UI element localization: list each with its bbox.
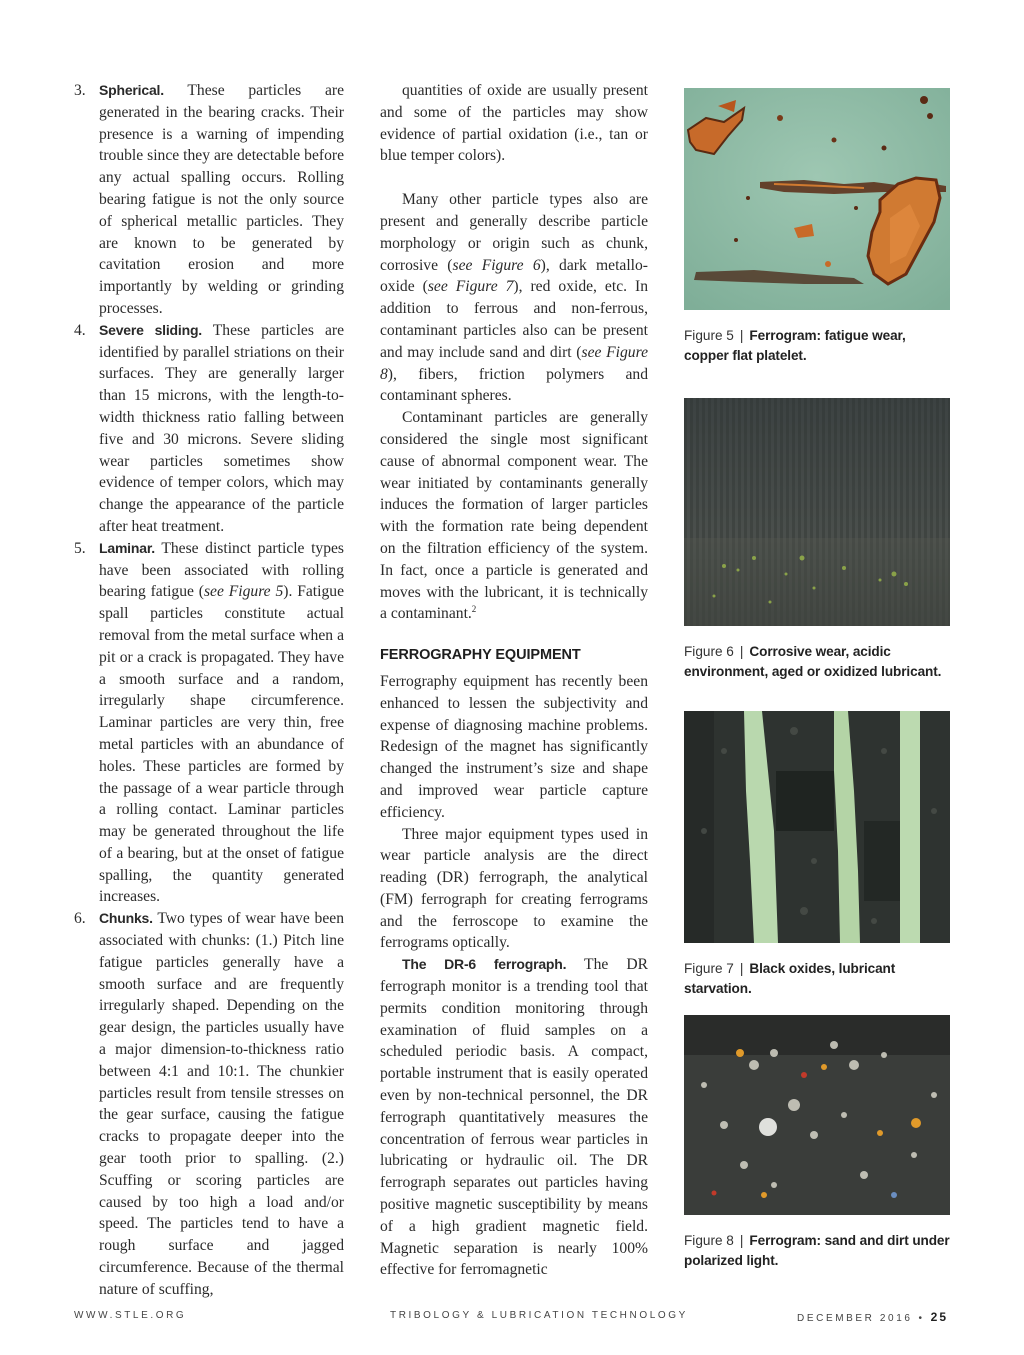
list-text: These distinct particle types have been associated with rolling bearing fatigue ( [99, 539, 344, 601]
list-lead: Spherical. [99, 82, 164, 98]
caption-text: Ferrogram: sand and dirt under polarized light. [684, 1233, 950, 1268]
figure-8 [684, 1015, 950, 1271]
footnote-ref: 2 [471, 604, 477, 615]
text-run: Many other particle types also are present and generally describe particle morphology or origin such as chunk, corrosive ( [380, 191, 648, 274]
figure-caption [684, 959, 950, 999]
footer-publication: TRIBOLOGY & LUBRICATION TECHNOLOGY [390, 1310, 688, 1321]
footer-date: DECEMBER 2016 [797, 1313, 913, 1324]
list-number: 4. [74, 321, 86, 339]
figure-6-image [684, 398, 950, 626]
list-lead: Severe sliding. [99, 321, 202, 338]
caption-text: Black oxides, lubricant starvation. [684, 961, 896, 996]
figure-label: Figure 8 [684, 1233, 734, 1248]
figure-label: Figure 5 [684, 328, 734, 343]
footer-separator: • [918, 1313, 925, 1324]
list-number: 6. [74, 910, 86, 928]
figure-8-image [684, 1015, 950, 1215]
list-text: These particles are identified by parallel striations on their surfaces. They are generally larger than 15 microns, with the length-to-width thickness ratio falling between five and 30 microns. Severe sliding wear particles sometimes show evidence of temper colors, which may change the appearance of the particle after heat treatment. [99, 321, 344, 535]
footer-website: WWW.STLE.ORG [74, 1310, 187, 1321]
column-1 [74, 80, 344, 1301]
text-run: The DR ferrograph monitor is a trending tool that permits condition monitoring through examination of fluid samples on a scheduled periodic basis. A compact, portable instrument that is easily operated even by non-technical personnel, the DR ferrograph quantitatively measures the concentration of ferrous wear particles in lubricating or hydraulic oil. The DR ferrograph separates out particles having positive magnetic susceptibility by means of a high gradient magnetic field. Magnetic separation is nearly 100% effective for ferromagnetic [380, 956, 648, 1279]
paragraph: Three major equipment types used in wear particle analysis are the direct reading (DR) ferrograph, the analytical (FM) ferrograph for creating ferrograms and the ferroscope to examine the ferrograms optically. [380, 825, 648, 952]
list-lead: Chunks. [99, 910, 153, 927]
list-text: Two types of wear have been associated with chunks: (1.) Pitch line fatigue particles generally have a smooth surface and are frequently irregularly shaped. Depending on the gear design, the particles usually have a major dimension-to-thickness ratio between 4:1 and 10:1. The chunkier particles result from tensile stresses on the gear surface, causing the fatigue cracks to propagate deeper into the gear tooth prior to spalling. (2.) Scuffing or scoring particles are caused by too high a load and/or speed. The particles tend to have a rough surface and jagged circumference. Because of the thermal nature of scuffing, [99, 910, 344, 1298]
caption-text: Ferrogram: fatigue wear, copper flat platelet. [684, 328, 906, 363]
caption-separator: | [739, 961, 744, 976]
footer-issue [797, 1310, 948, 1324]
list-text: These particles are generated in the bearing cracks. Their presence is a warning of impending trouble since they are detectable before any actual spalling occurs. Rolling bearing fatigue is not the only source of spherical metallic particles. They are known to be generated by cavitation erosion and more importantly by welding or grinding processes. [99, 82, 344, 317]
figure-caption [684, 642, 950, 682]
figure-7 [684, 711, 950, 999]
paragraph: quantities of oxide are usually present and some of the particles may show evidence of partial oxidation (i.e., tan or blue temper colors). [380, 82, 648, 165]
caption-text: Corrosive wear, acidic environment, aged or oxidized lubricant. [684, 644, 942, 679]
figure-label: Figure 7 [684, 961, 734, 976]
caption-separator: | [739, 328, 744, 343]
particle-type-list [74, 80, 344, 1301]
list-item-chunks [74, 908, 344, 1300]
section-heading: FERROGRAPHY EQUIPMENT [380, 647, 581, 664]
paragraph: Ferrography equipment has recently been enhanced to lessen the subjectivity and expense of diagnosing machine problems. Redesign of the magnet has significantly changed the instrument’s size and shape and improved wear particle capture efficiency. [380, 672, 648, 821]
paragraph-lead: The DR-6 ferrograph. [402, 956, 567, 973]
text-run: Contaminant particles are generally considered the single most significant cause of abnormal component wear. The wear initiated by contaminants generally induces the formation of larger particles with the formation rate being dependent on the filtration efficiency of the system. In fact, once a particle is generated and moves with the lubricant, it is technically a contaminant. [380, 409, 648, 623]
page-number: 25 [930, 1310, 948, 1324]
figure-reference: see Figure 8 [380, 343, 648, 383]
list-item-spherical [74, 80, 344, 320]
figure-caption [684, 1231, 950, 1271]
caption-separator: | [739, 644, 744, 659]
figure-6 [684, 398, 950, 682]
list-item-laminar [74, 538, 344, 909]
figure-reference: see Figure 5 [203, 583, 284, 601]
figure-5-image [684, 88, 950, 310]
figure-reference: see Figure 6 [452, 256, 541, 274]
caption-separator: | [739, 1233, 744, 1248]
paragraph [380, 954, 648, 1281]
list-number: 3. [74, 82, 86, 99]
text-run: ), fibers, friction polymers and contaminant spheres. [380, 365, 648, 405]
list-item-severe-sliding [74, 320, 344, 538]
list-number: 5. [74, 539, 86, 557]
figure-7-image [684, 711, 950, 943]
paragraph [380, 189, 648, 407]
column-2 [380, 80, 648, 1281]
paragraph [380, 407, 648, 625]
figure-5 [684, 88, 950, 366]
figure-caption [684, 326, 950, 366]
list-text: ). Fatigue spall particles constitute actual removal from the metal surface when a pit or a crack is propagated. They have a smooth surface and a random, irregularly shape circumference. Laminar particles are very thin, free metal particles with an abundance of holes. These particles are formed by the passage of a wear particle through a rolling contact. Laminar particles may be generated throughout the life of a bearing, but at the onset of fatigue spalling, the quantity generated increases. [99, 583, 344, 906]
paragraph-gap [380, 167, 648, 189]
text-run: ), dark metallo-oxide ( [380, 256, 648, 296]
list-lead: Laminar. [99, 539, 155, 556]
figure-reference: see Figure 7 [427, 278, 514, 296]
text-run: ), red oxide, etc. In addition to ferrous and non-ferrous, contaminant particles also can be present and may include sand and dirt ( [380, 278, 648, 361]
figure-label: Figure 6 [684, 644, 734, 659]
